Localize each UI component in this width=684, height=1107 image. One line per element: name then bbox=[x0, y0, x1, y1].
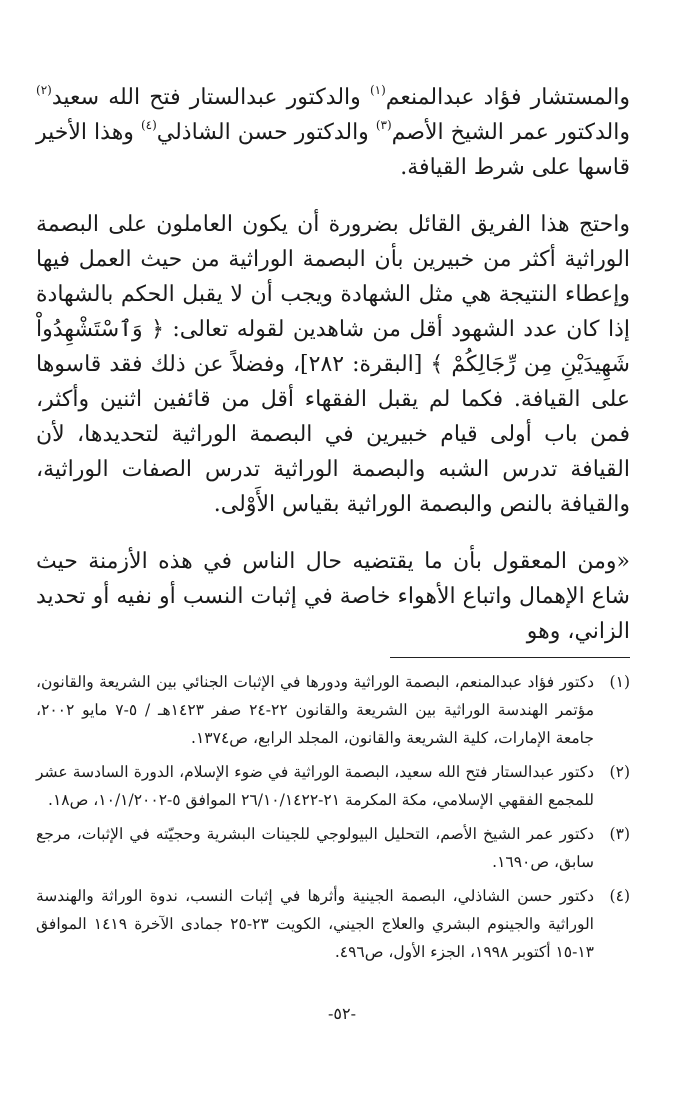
footnote-text: دكتور عبدالستار فتح الله سعيد، البصمة الوراثية في ضوء الإسلام، الدورة السادسة عشر للمجمع الفقهي الإسلامي، مكة المكرمة ٢١-٢٦/١٠/١٤٢٢ الموافق ٥-١٠/١/٢٠٠٢، ص١٨. bbox=[36, 763, 594, 809]
paragraph-2 bbox=[36, 207, 630, 522]
footnote-text: دكتور حسن الشاذلي، البصمة الجينية وأثرها في إثبات النسب، ندوة الوراثة والهندسة الوراثية والجينوم البشري والعلاج الجيني، الكويت ٢٣-٢٥ جمادى الآخرة ١٤١٩ الموافق ١٣-١٥ أكتوبر ١٩٩٨، الجزء الأول، ص٤٩٦. bbox=[36, 887, 594, 961]
footnote-ref[interactable]: (٤) bbox=[140, 118, 157, 132]
text-run: والدكتور عمر الشيخ الأصم bbox=[391, 120, 630, 145]
footnote-ref[interactable]: (٢) bbox=[36, 83, 52, 97]
footnote-number: (٣) bbox=[609, 825, 630, 843]
footnote-2 bbox=[36, 758, 630, 814]
paragraph-3 bbox=[36, 544, 630, 649]
page-number: -٥٢- bbox=[328, 1004, 356, 1023]
text-run: واحتج هذا الفريق القائل بضرورة أن يكون العاملون على البصمة الوراثية أكثر من خبيرين بأن البصمة الوراثية من حيث العمل فيها وإعطاء النتيجة هي مثل الشهادة ويجب أن لا يقبل الحكم بالشهادة إذا كان عدد الشهود أقل من شاهدين لقوله تعالى: ﴿ وَٱسْتَشْهِدُواْ شَهِيدَيْنِ مِن رِّجَالِكُمْ ﴾ [البقرة: ٢٨٢]، وفضلاً عن ذلك فقد قاسوها على القيافة. فكما لم يقبل الفقهاء أقل من قائفين اثنين وأكثر، فمن باب أولى قيام خبيرين في البصمة الوراثية لتحديدها، لأن القيافة تدرس الشبه والبصمة الوراثية تدرس الصفات الوراثية، والقيافة بالنص والبصمة الوراثية بقياس الأَوْلى. bbox=[36, 212, 630, 517]
text-run: وهذا الأخير قاسها على شرط القيافة. bbox=[36, 120, 630, 180]
footnote-ref[interactable]: (٣) bbox=[375, 118, 392, 132]
text-run: «ومن المعقول بأن ما يقتضيه حال الناس في هذه الأزمنة حيث شاع الإهمال واتباع الأهواء خاصة في إثبات النسب أو نفيه أو تحديد الزاني، وهو bbox=[36, 549, 630, 644]
footnote-number: (٢) bbox=[609, 763, 630, 781]
paragraph-1 bbox=[36, 80, 630, 185]
footnote-number: (١) bbox=[609, 673, 630, 691]
footnote-text: دكتور عمر الشيخ الأصم، التحليل البيولوجي للجينات البشرية وحجيّته في الإثبات، مرجع سابق، ص١٦٩٠. bbox=[36, 825, 594, 871]
footnote-number: (٤) bbox=[609, 887, 630, 905]
footnote-1 bbox=[36, 668, 630, 752]
footnote-4 bbox=[36, 882, 630, 966]
text-run: والدكتور عبدالستار فتح الله سعيد bbox=[51, 85, 370, 110]
footnote-text: دكتور فؤاد عبدالمنعم، البصمة الوراثية ودورها في الإثبات الجنائي بين الشريعة والقانون، مؤتمر الهندسة الوراثية بين الشريعة والقانون ٢٢-٢٤ صفر ١٤٢٣هـ / ٥-٧ مايو ٢٠٠٢، جامعة الإمارات، كلية الشريعة والقانون، المجلد الرابع، ص١٣٧٤. bbox=[36, 673, 594, 747]
footnotes bbox=[36, 668, 630, 972]
text-run: والدكتور حسن الشاذلي bbox=[156, 120, 376, 145]
text-run: والمستشار فؤاد عبدالمنعم bbox=[385, 85, 630, 110]
footnote-ref[interactable]: (١) bbox=[369, 83, 386, 97]
footnote-3 bbox=[36, 820, 630, 876]
footnote-separator bbox=[390, 657, 630, 658]
page-body bbox=[36, 80, 630, 649]
